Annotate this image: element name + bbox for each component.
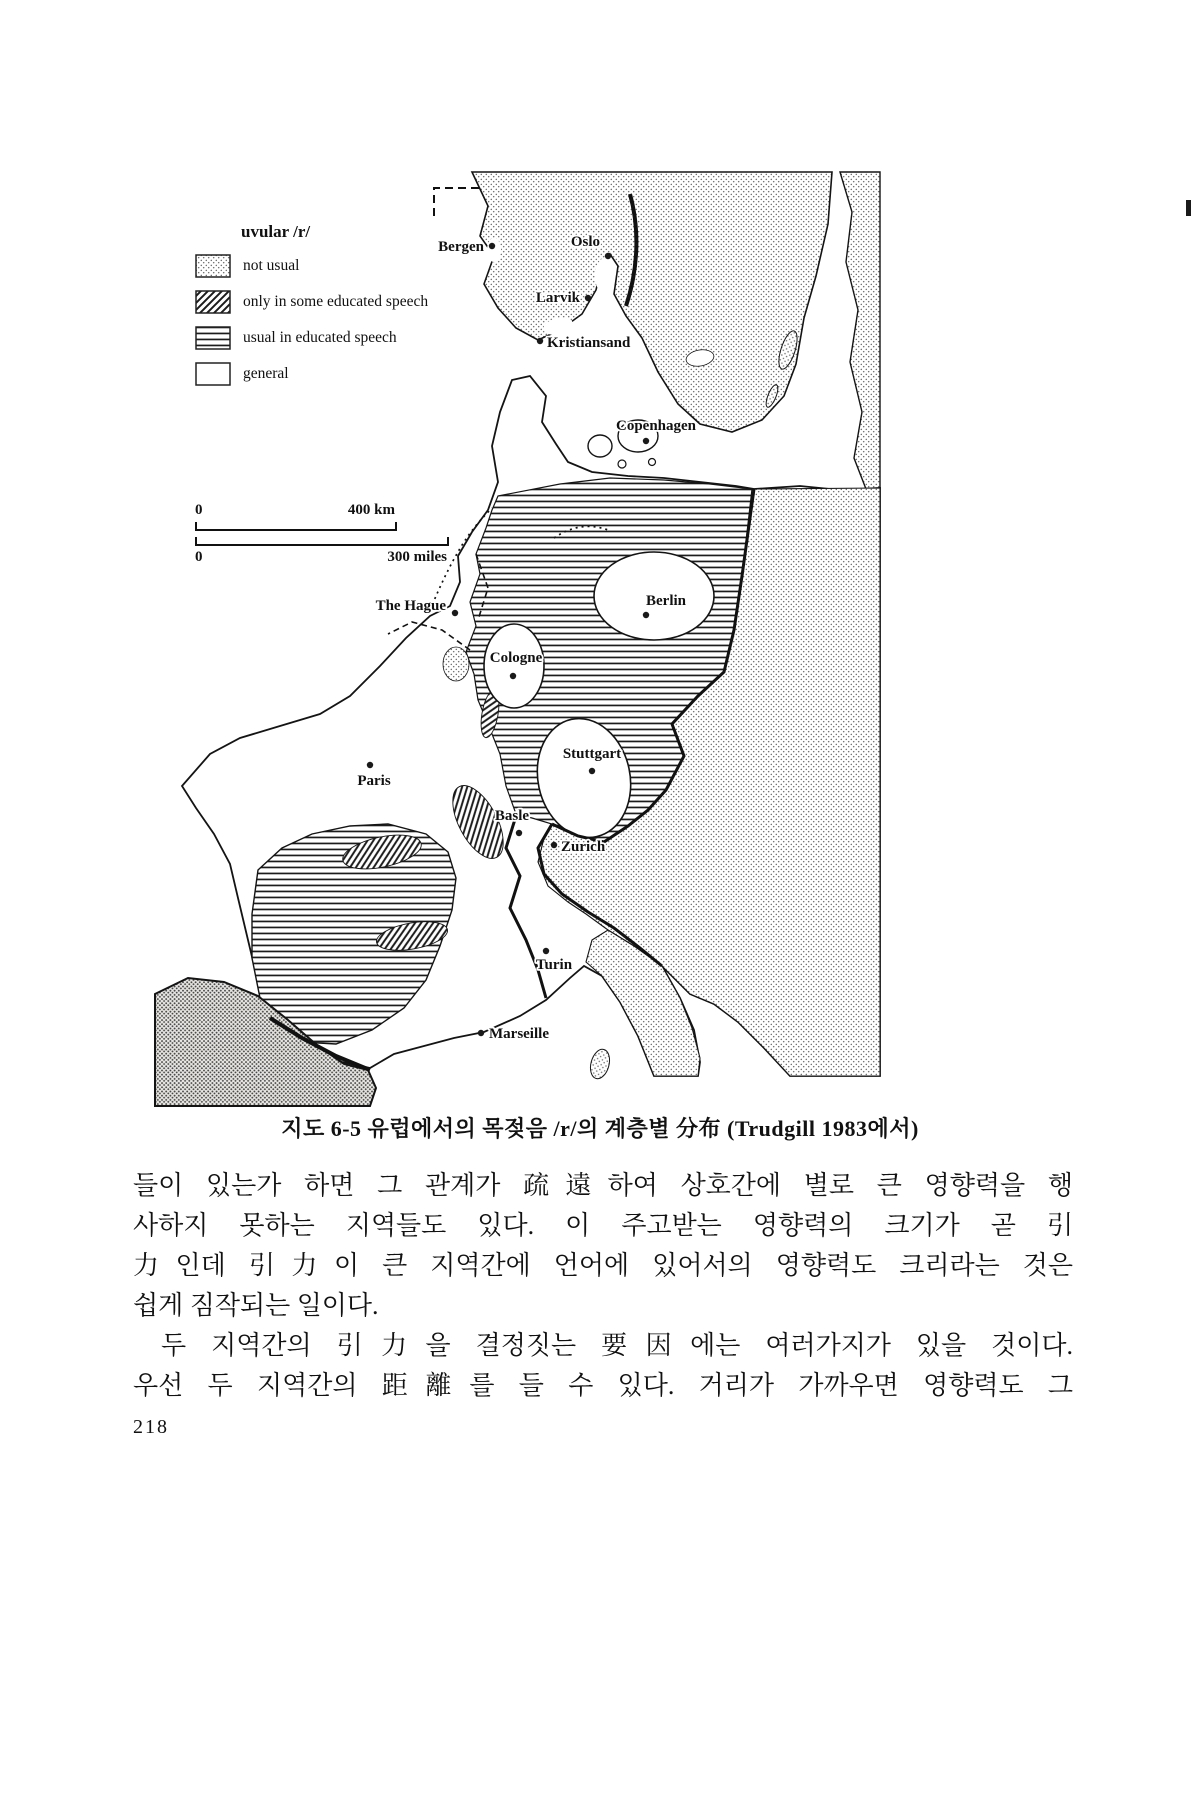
map-frame-dashes bbox=[434, 188, 480, 216]
island-funen bbox=[588, 435, 612, 457]
scan-artifact bbox=[1186, 200, 1191, 216]
city-label-oslo: Oslo bbox=[570, 234, 600, 250]
city-dot-stuttgart bbox=[589, 768, 595, 774]
legend-title: uvular /r/ bbox=[241, 222, 311, 241]
scale-km-label: 400 km bbox=[347, 502, 395, 518]
body-line: 우선 두 지역간의 距離를 들 수 있다. 거리가 가까우면 영향력도 그 bbox=[133, 1371, 1073, 1400]
city-dot-oslo bbox=[605, 253, 611, 259]
city-label-basle: Basle bbox=[494, 808, 530, 824]
legend-label: usual in educated speech bbox=[243, 329, 397, 346]
plain-swatch bbox=[195, 362, 231, 386]
city-dot-cologne bbox=[510, 673, 516, 679]
legend-label: only in some educated speech bbox=[243, 293, 429, 310]
city-label-copenhagen: Copenhagen bbox=[615, 418, 697, 434]
city-label-stuttgart: Stuttgart bbox=[562, 746, 622, 762]
city-dot-bergen bbox=[489, 243, 495, 249]
city-dot-berlin bbox=[643, 612, 649, 618]
island-small-1 bbox=[618, 460, 626, 468]
diagonal-hatch-swatch bbox=[195, 290, 231, 314]
city-label-zurich: Zurich bbox=[561, 839, 606, 855]
scale-bar-km bbox=[195, 522, 397, 531]
scale-km-labels bbox=[195, 502, 395, 519]
body-line: 사하지 못하는 지역들도 있다. 이 주고받는 영향력의 크기가 곧 引 bbox=[133, 1211, 1073, 1240]
scale-miles-label: 300 miles bbox=[387, 549, 447, 565]
city-label-marseille: Marseille bbox=[489, 1026, 549, 1042]
region-finland-baltic bbox=[840, 172, 880, 489]
city-label-kristiansand: Kristiansand bbox=[547, 335, 631, 351]
body-line: 力인데 引力이 큰 지역간에 언어에 있어서의 영향력도 크리라는 것은 bbox=[133, 1251, 1073, 1280]
city-dot-copenhagen bbox=[643, 438, 649, 444]
city-dot-the-hague bbox=[452, 610, 458, 616]
island-small-2 bbox=[649, 459, 656, 466]
legend-item-not-usual bbox=[195, 254, 428, 278]
scale-bar-miles bbox=[195, 537, 449, 546]
europe-map-figure bbox=[140, 158, 930, 1108]
city-dot-paris bbox=[367, 762, 373, 768]
fjord-oslo bbox=[595, 258, 615, 294]
figure-caption: 지도 6-5 유럽에서의 목젖음 /r/의 계층별 分布 (Trudgill 1983에서) bbox=[281, 1116, 919, 1141]
legend-item-some-educated bbox=[195, 290, 428, 314]
hlines-swatch bbox=[195, 326, 231, 350]
scale-miles-labels bbox=[195, 549, 447, 566]
city-label-cologne: Cologne bbox=[489, 650, 543, 666]
legend-item-usual-educated bbox=[195, 326, 428, 350]
general-pocket-cologne bbox=[484, 624, 544, 708]
map-scale bbox=[195, 502, 449, 566]
city-label-berlin: Berlin bbox=[646, 593, 686, 609]
city-dot-kristiansand bbox=[537, 338, 543, 344]
body-text bbox=[133, 1166, 1073, 1406]
city-dot-marseille bbox=[478, 1030, 484, 1036]
scale-miles-zero: 0 bbox=[195, 549, 203, 565]
page-number: 218 bbox=[133, 1416, 169, 1438]
city-label-larvik: Larvik bbox=[535, 290, 580, 306]
map-legend bbox=[195, 222, 428, 398]
city-label-turin: Turin bbox=[535, 957, 573, 973]
city-dot-larvik bbox=[585, 295, 591, 301]
city-dot-zurich bbox=[551, 842, 557, 848]
legend-label: not usual bbox=[243, 257, 300, 274]
city-dot-basle bbox=[516, 830, 522, 836]
stipple-swatch bbox=[195, 254, 231, 278]
city-label-bergen: Bergen bbox=[438, 239, 484, 255]
legend-label: general bbox=[243, 365, 289, 382]
fjord-bergen bbox=[487, 238, 501, 262]
body-line: 쉽게 짐작되는 일이다. bbox=[133, 1291, 379, 1320]
scale-km-zero: 0 bbox=[195, 502, 203, 518]
city-dot-turin bbox=[543, 948, 549, 954]
city-label-the-hague: The Hague bbox=[375, 598, 446, 614]
island-corsica bbox=[587, 1047, 612, 1081]
city-label-paris: Paris bbox=[357, 773, 391, 789]
body-line: 들이 있는가 하면 그 관계가 疏遠하여 상호간에 별로 큰 영향력을 행 bbox=[133, 1171, 1073, 1200]
legend-item-general bbox=[195, 362, 428, 386]
body-line: 두 지역간의 引力을 결정짓는 要因에는 여러가지가 있을 것이다. bbox=[161, 1331, 1073, 1360]
region-lowcountries-stipple bbox=[443, 647, 469, 681]
